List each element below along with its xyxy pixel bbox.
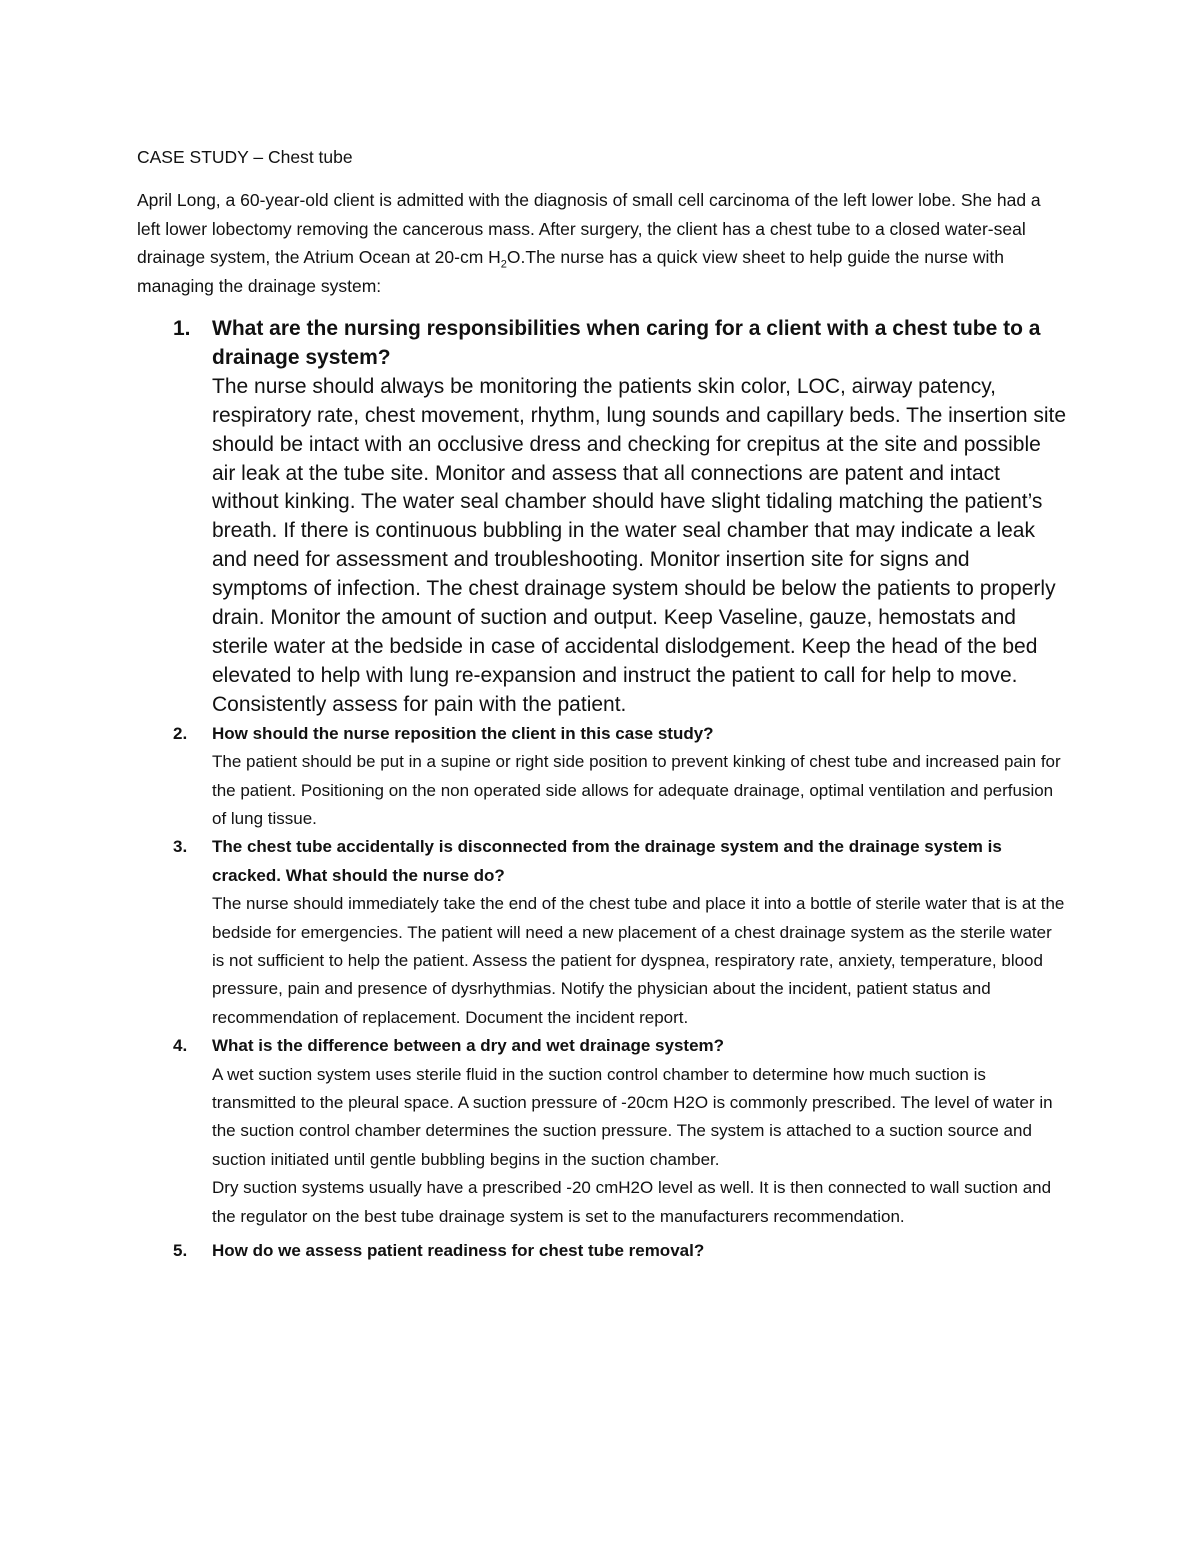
question-item-1: [137, 315, 1067, 720]
question-item-5: [137, 1237, 1067, 1265]
question-number: 3.: [173, 837, 188, 857]
question-text: What is the difference between a dry and wet drainage system?: [212, 1036, 725, 1056]
question-text: How do we assess patient readiness for chest tube removal?: [212, 1241, 705, 1260]
question-number: 5.: [173, 1241, 188, 1260]
question-text: What are the nursing responsibilities when caring for a client with a chest tube to a drainage system?: [212, 317, 1041, 369]
answer-text: The nurse should always be monitoring the patients skin color, LOC, airway patency, respiratory rate, chest movement, rhythm, lung sounds and capillary beds. The insertion site should be intact with an occlusive dress and checking for crepitus at the site and possible air leak at the tube site. Monitor and assess that all connections are patent and intact without kinking. The water seal chamber should have slight tidaling matching the patient’s breath. If there is continuous bubbling in the water seal chamber that may indicate a leak and need for assessment and troubleshooting. Monitor insertion site for signs and symptoms of infection. The chest drainage system should be below the patients to properly drain. Monitor the amount of suction and output. Keep Vaseline, gauze, hemostats and sterile water at the bedside in case of accidental dislodgement. Keep the head of the bed elevated to help with lung re-expansion and instruct the patient to call for help to move. Consistently assess for pain with the patient.: [212, 374, 1067, 716]
answer-text-continued: Dry suction systems usually have a prescribed -20 cmH2O level as well. It is then connected to wall suction and the regulator on the best tube drainage system is set to the manufacturers recommendation.: [212, 1178, 1052, 1226]
answer-text: The patient should be put in a supine or right side position to prevent kinking of chest tube and increased pain for the patient. Positioning on the non operated side allows for adequate drainage, optimal ventilation and perfusion of lung tissue.: [212, 752, 1061, 828]
document-title: CASE STUDY – Chest tube: [137, 147, 353, 167]
question-number: 2.: [173, 723, 188, 743]
answer-text: A wet suction system uses sterile fluid in the suction control chamber to determine how much suction is transmitted to the pleural space. A suction pressure of -20cm H2O is commonly prescribed. The level of water in the suction control chamber determines the suction pressure. The system is attached to a suction source and suction initiated until gentle bubbling begins in the suction chamber.: [212, 1064, 1053, 1169]
question-number: 1.: [173, 317, 191, 340]
question-item-4: [137, 1032, 1067, 1231]
intro-paragraph: [137, 186, 1067, 300]
question-item-2: [137, 720, 1067, 834]
question-list: [137, 315, 1067, 1265]
question-text: How should the nurse reposition the client in this case study?: [212, 723, 714, 743]
question-item-3: [137, 833, 1067, 1032]
question-text: The chest tube accidentally is disconnected from the drainage system and the drainage system is cracked. What should the nurse do?: [212, 837, 1002, 885]
question-number: 4.: [173, 1036, 188, 1056]
intro-text: April Long, a 60-year-old client is admitted with the diagnosis of small cell carcinoma of the left lower lobe. She had a left lower lobectomy removing the cancerous mass. After surgery, the client has a chest tube to a closed water-seal drainage system, the Atrium Ocean at 20-cm H: [137, 190, 1041, 268]
answer-text: The nurse should immediately take the end of the chest tube and place it into a bottle of sterile water that is at the bedside for emergencies. The patient will need a new placement of a chest drainage system as the sterile water is not sufficient to help the patient. Assess the patient for dyspnea, respiratory rate, anxiety, temperature, blood pressure, pain and presence of dysrhythmias. Notify the physician about the incident, patient status and recommendation of replacement. Document the incident report.: [212, 894, 1065, 1027]
intro-subscript: 2: [500, 258, 507, 271]
intro-text-end: O.The nurse has a quick view sheet to help guide the nurse with managing the drainage system:: [137, 247, 1004, 296]
